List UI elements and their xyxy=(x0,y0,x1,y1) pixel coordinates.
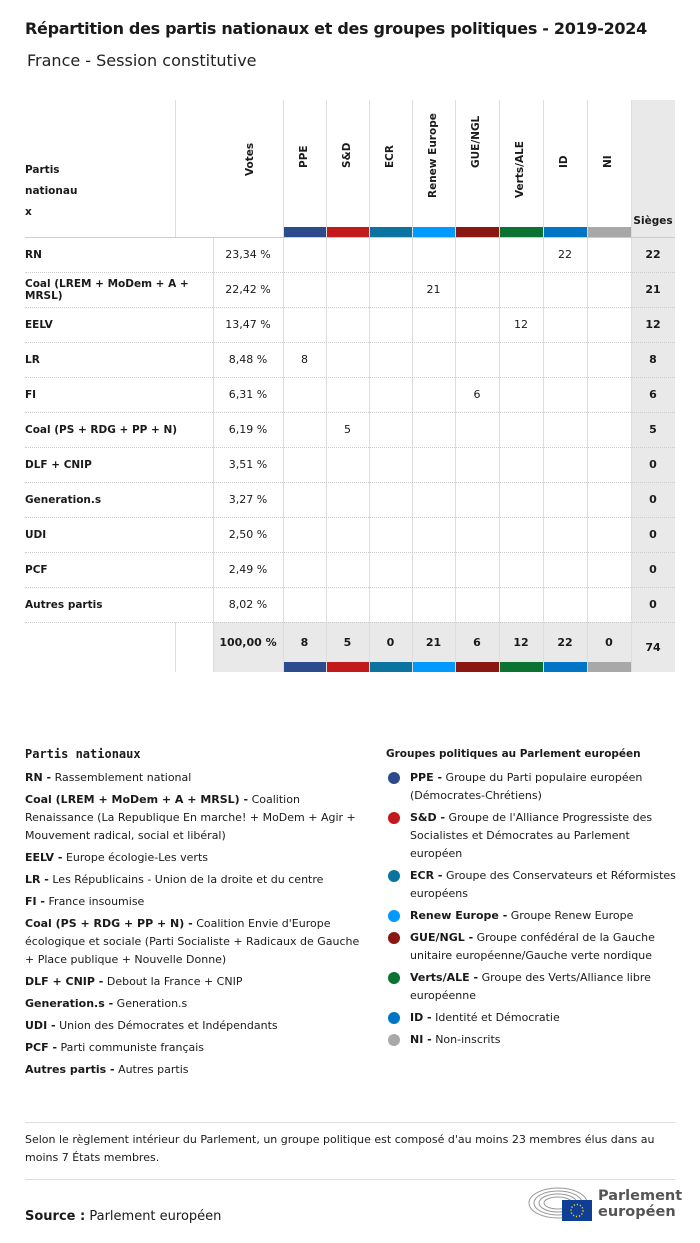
group-desc: Groupe du Parti populaire européen (Démocrates-Chrétiens) xyxy=(410,771,643,802)
legend-group-item xyxy=(386,769,676,805)
vote-share: 3,51 % xyxy=(228,458,268,471)
legend-party-item xyxy=(25,769,365,787)
group-seats-cell xyxy=(543,272,587,307)
party-name: Coal (LREM + MoDem + A + MRSL) xyxy=(25,277,189,302)
group-desc: Groupe confédéral de la Gauche unitaire européenne/Gauche verte nordique xyxy=(410,931,655,962)
group-color-dot-icon xyxy=(388,932,400,944)
group-seats-cell xyxy=(543,307,587,342)
group-seats-cell xyxy=(369,482,412,517)
party-desc: Autres partis xyxy=(118,1063,189,1076)
group-total: 5 xyxy=(343,635,352,649)
party-abbr: RN - xyxy=(25,771,52,784)
seats-column-header: Sièges xyxy=(633,215,673,227)
group-seats-cell xyxy=(499,377,543,412)
party-abbr: PCF - xyxy=(25,1041,58,1054)
group-abbr: NI - xyxy=(410,1033,432,1046)
group-seats-cell xyxy=(369,272,412,307)
group-seats-cell xyxy=(412,307,455,342)
vote-share: 13,47 % xyxy=(225,318,271,331)
group-seats-cell xyxy=(455,237,499,272)
party-desc: Debout la France + CNIP xyxy=(106,975,243,988)
party-abbr: LR - xyxy=(25,873,49,886)
legend-parties-title: Partis nationaux xyxy=(25,747,141,761)
group-color-dot-icon xyxy=(388,870,400,882)
group-color-bar xyxy=(413,227,455,237)
party-abbr: UDI - xyxy=(25,1019,56,1032)
group-seats-cell xyxy=(499,587,543,622)
legend-party-item xyxy=(25,915,365,969)
group-seats-cell: 8 xyxy=(301,353,308,366)
group-color-dot-icon xyxy=(388,1034,400,1046)
group-seats-cell xyxy=(455,482,499,517)
group-seats-cell xyxy=(587,342,631,377)
group-seats-cell xyxy=(499,412,543,447)
party-desc: Les Républicains - Union de la droite et du centre xyxy=(52,873,324,886)
group-seats-cell xyxy=(412,482,455,517)
group-color-bar xyxy=(413,662,455,672)
legend-groups-title: Groupes politiques au Parlement européen xyxy=(386,748,641,760)
group-column-header: PPE xyxy=(297,145,310,168)
group-seats-cell xyxy=(283,587,326,622)
group-seats-cell xyxy=(326,482,369,517)
total-seats: 21 xyxy=(645,283,661,296)
group-seats-cell xyxy=(369,307,412,342)
vote-share: 2,50 % xyxy=(228,528,268,541)
legend-group-item xyxy=(386,969,676,1005)
legend-party-item xyxy=(25,791,365,845)
group-column-header: GUE/NGL xyxy=(470,115,482,168)
group-seats-cell xyxy=(587,377,631,412)
vote-share: 8,02 % xyxy=(228,598,268,611)
group-seats-cell xyxy=(543,587,587,622)
group-seats-cell xyxy=(326,307,369,342)
group-abbr: ID - xyxy=(410,1011,432,1024)
group-seats-cell xyxy=(412,237,455,272)
party-name: PCF xyxy=(25,563,48,576)
total-seats: 0 xyxy=(649,563,657,576)
legend-group-item xyxy=(386,1009,676,1027)
group-seats-cell xyxy=(283,237,326,272)
footnote: Selon le règlement intérieur du Parlement, un groupe politique est composé d'au moins 23 membres élus dans au moins 7 États membres. xyxy=(25,1122,675,1180)
group-column-header: Verts/ALE xyxy=(514,141,526,198)
group-seats-cell xyxy=(543,517,587,552)
group-seats-cell xyxy=(587,482,631,517)
vote-share: 3,27 % xyxy=(228,493,268,506)
group-seats-cell xyxy=(326,517,369,552)
group-seats-cell xyxy=(326,272,369,307)
party-abbr: Coal (LREM + MoDem + A + MRSL) - xyxy=(25,793,249,806)
group-color-bar xyxy=(284,662,326,672)
group-seats-cell xyxy=(369,552,412,587)
source-value: Parlement européen xyxy=(89,1209,222,1224)
group-seats-cell xyxy=(587,447,631,482)
group-abbr: PPE - xyxy=(410,771,443,784)
group-seats-cell xyxy=(412,552,455,587)
party-name: DLF + CNIP xyxy=(25,458,92,471)
party-name: Generation.s xyxy=(25,493,102,506)
group-seats-cell xyxy=(412,412,455,447)
total-seats: 6 xyxy=(649,388,657,401)
total-votes: 100,00 % xyxy=(219,635,277,649)
group-seats-cell xyxy=(455,587,499,622)
group-total: 22 xyxy=(557,635,573,649)
group-seats-cell xyxy=(499,517,543,552)
vote-share: 23,34 % xyxy=(225,248,271,261)
logo-line2: européen xyxy=(598,1204,676,1220)
group-total: 0 xyxy=(386,635,395,649)
legend-political-groups xyxy=(386,745,676,1053)
legend-group-item xyxy=(386,809,676,863)
group-column-header: ID xyxy=(558,155,570,168)
group-seats-cell xyxy=(412,587,455,622)
group-color-bar xyxy=(456,227,499,237)
vote-share: 6,31 % xyxy=(228,388,268,401)
legend-national-parties xyxy=(25,745,365,1083)
legend-party-item xyxy=(25,1039,365,1057)
group-total: 0 xyxy=(605,635,613,649)
group-seats-cell xyxy=(455,517,499,552)
group-column-header: S&D xyxy=(340,142,353,168)
group-seats-cell xyxy=(369,587,412,622)
group-seats-cell xyxy=(587,307,631,342)
group-seats-cell xyxy=(587,272,631,307)
group-seats-cell xyxy=(283,447,326,482)
legend-party-item xyxy=(25,1017,365,1035)
group-seats-cell: 21 xyxy=(426,283,441,296)
hemicycle-icon xyxy=(528,1186,592,1222)
total-seats: 8 xyxy=(649,353,657,366)
group-seats-cell xyxy=(499,482,543,517)
divider xyxy=(175,622,176,672)
group-seats-cell xyxy=(499,237,543,272)
group-color-bar xyxy=(456,662,499,672)
legend-party-item xyxy=(25,973,365,991)
group-color-bar xyxy=(588,227,631,237)
group-total: 12 xyxy=(513,635,529,649)
party-name: RN xyxy=(25,248,42,261)
logo-line1: Parlement xyxy=(598,1188,683,1204)
group-seats-cell xyxy=(412,517,455,552)
group-abbr: Renew Europe - xyxy=(410,909,508,922)
grand-total-seats: 74 xyxy=(645,640,661,654)
group-seats-cell xyxy=(326,342,369,377)
party-desc: France insoumise xyxy=(48,895,145,908)
group-seats-cell xyxy=(326,552,369,587)
group-seats-cell xyxy=(326,587,369,622)
group-seats-cell xyxy=(499,447,543,482)
group-seats-cell xyxy=(283,307,326,342)
total-seats: 0 xyxy=(649,528,657,541)
group-color-dot-icon xyxy=(388,972,400,984)
page-title: Répartition des partis nationaux et des groupes politiques - 2019-2024 xyxy=(25,19,647,38)
group-seats-cell xyxy=(587,552,631,587)
group-column-header: ECR xyxy=(383,145,396,168)
party-name: Coal (PS + RDG + PP + N) xyxy=(25,423,178,436)
group-seats-cell xyxy=(587,587,631,622)
party-desc: Coalition Envie d'Europe écologique et sociale (Parti Socialiste + Radicaux de Gauche + Place publique + Nouvelle Donne) xyxy=(25,917,360,966)
group-color-bar xyxy=(544,227,587,237)
group-seats-cell xyxy=(499,342,543,377)
vote-share: 22,42 % xyxy=(225,283,271,296)
party-desc: Union des Démocrates et Indépendants xyxy=(59,1019,278,1032)
source-label: Source : xyxy=(25,1209,86,1224)
legend-party-item xyxy=(25,995,365,1013)
group-abbr: Verts/ALE - xyxy=(410,971,479,984)
party-desc: Coalition Renaissance (La Republique En marche! + MoDem + Agir + Mouvement radical, social et libéral) xyxy=(25,793,356,842)
total-seats: 0 xyxy=(649,598,657,611)
group-color-bar xyxy=(284,227,326,237)
group-seats-cell: 12 xyxy=(514,318,528,331)
legend-party-item xyxy=(25,871,365,889)
group-color-bar xyxy=(544,662,587,672)
divider xyxy=(175,100,176,237)
group-seats-cell xyxy=(455,552,499,587)
total-seats: 0 xyxy=(649,458,657,471)
group-seats-cell xyxy=(499,272,543,307)
group-seats-cell: 22 xyxy=(558,248,572,261)
group-abbr: ECR - xyxy=(410,869,443,882)
parliament-logo xyxy=(528,1186,682,1222)
group-column-header: NI xyxy=(602,155,614,168)
total-seats: 5 xyxy=(649,423,657,436)
group-seats-cell xyxy=(326,447,369,482)
group-seats-cell xyxy=(283,552,326,587)
group-color-bar xyxy=(327,662,369,672)
vote-share: 6,19 % xyxy=(228,423,268,436)
legend-party-item xyxy=(25,893,365,911)
group-seats-cell xyxy=(543,342,587,377)
party-desc: Generation.s xyxy=(116,997,188,1010)
group-seats-cell xyxy=(283,272,326,307)
group-color-bar xyxy=(370,662,412,672)
group-seats-cell xyxy=(543,482,587,517)
group-seats-cell xyxy=(369,412,412,447)
party-column-header: Partis nationau x xyxy=(25,164,78,218)
party-name: LR xyxy=(25,353,40,366)
party-name: EELV xyxy=(25,318,53,331)
votes-column-header: Votes xyxy=(244,142,256,176)
group-total: 8 xyxy=(300,635,309,649)
group-seats-cell xyxy=(455,342,499,377)
group-seats-cell xyxy=(369,447,412,482)
legend-group-item xyxy=(386,867,676,903)
group-desc: Identité et Démocratie xyxy=(435,1011,560,1024)
group-color-dot-icon xyxy=(388,910,400,922)
party-desc: Europe écologie-Les verts xyxy=(65,851,208,864)
legend-group-item xyxy=(386,929,676,965)
group-abbr: S&D - xyxy=(410,811,446,824)
group-column-header: Renew Europe xyxy=(426,113,439,198)
group-seats-cell xyxy=(369,517,412,552)
group-seats-cell xyxy=(412,377,455,412)
group-desc: Non-inscrits xyxy=(435,1033,501,1046)
group-seats-cell xyxy=(283,517,326,552)
group-seats-cell xyxy=(283,482,326,517)
group-seats-cell xyxy=(499,552,543,587)
group-seats-cell: 5 xyxy=(344,423,351,436)
legend-party-item xyxy=(25,1061,365,1079)
group-seats-cell xyxy=(543,412,587,447)
party-abbr: EELV - xyxy=(25,851,63,864)
total-seats: 12 xyxy=(645,318,661,331)
party-abbr: DLF + CNIP - xyxy=(25,975,104,988)
group-seats-cell xyxy=(283,377,326,412)
party-name: UDI xyxy=(25,528,47,541)
page-subtitle: France - Session constitutive xyxy=(27,51,257,70)
group-seats-cell xyxy=(455,447,499,482)
group-color-bar xyxy=(500,662,543,672)
party-abbr: Generation.s - xyxy=(25,997,114,1010)
group-seats-cell xyxy=(543,552,587,587)
group-seats-cell xyxy=(412,447,455,482)
party-name: Autres partis xyxy=(25,598,103,611)
group-color-bar xyxy=(588,662,631,672)
group-total: 6 xyxy=(473,635,481,649)
vote-share: 2,49 % xyxy=(228,563,268,576)
legend-group-item xyxy=(386,907,676,925)
group-seats-cell xyxy=(587,412,631,447)
group-seats-cell: 6 xyxy=(473,388,481,401)
group-abbr: GUE/NGL - xyxy=(410,931,474,944)
group-seats-cell xyxy=(587,237,631,272)
group-seats-cell xyxy=(369,237,412,272)
group-color-bar xyxy=(327,227,369,237)
group-desc: Groupe des Verts/Alliance libre européenne xyxy=(410,971,651,1002)
group-total: 21 xyxy=(425,635,442,649)
party-desc: Parti communiste français xyxy=(60,1041,205,1054)
group-seats-cell xyxy=(326,377,369,412)
group-color-dot-icon xyxy=(388,1012,400,1024)
group-seats-cell xyxy=(369,342,412,377)
group-seats-cell xyxy=(455,412,499,447)
group-seats-cell xyxy=(587,517,631,552)
source-line xyxy=(25,1209,221,1224)
vote-share: 8,48 % xyxy=(228,353,268,366)
party-desc: Rassemblement national xyxy=(54,771,192,784)
group-color-bar xyxy=(500,227,543,237)
group-seats-cell xyxy=(455,307,499,342)
group-desc: Groupe des Conservateurs et Réformistes européens xyxy=(410,869,676,900)
party-name: FI xyxy=(25,388,37,401)
group-seats-cell xyxy=(543,377,587,412)
group-desc: Groupe de l'Alliance Progressiste des Socialistes et Démocrates au Parlement européen xyxy=(410,811,653,860)
party-abbr: FI - xyxy=(25,895,46,908)
total-seats: 0 xyxy=(649,493,657,506)
total-seats: 22 xyxy=(645,248,661,261)
group-color-dot-icon xyxy=(388,772,400,784)
legend-party-item xyxy=(25,849,365,867)
group-seats-cell xyxy=(326,237,369,272)
group-seats-cell xyxy=(543,447,587,482)
group-color-dot-icon xyxy=(388,812,400,824)
group-color-bar xyxy=(370,227,412,237)
group-seats-cell xyxy=(455,272,499,307)
party-abbr: Autres partis - xyxy=(25,1063,115,1076)
legend-group-item xyxy=(386,1031,676,1049)
party-abbr: Coal (PS + RDG + PP + N) - xyxy=(25,917,193,930)
group-seats-cell xyxy=(283,412,326,447)
group-seats-cell xyxy=(412,342,455,377)
group-seats-cell xyxy=(369,377,412,412)
group-desc: Groupe Renew Europe xyxy=(510,909,634,922)
